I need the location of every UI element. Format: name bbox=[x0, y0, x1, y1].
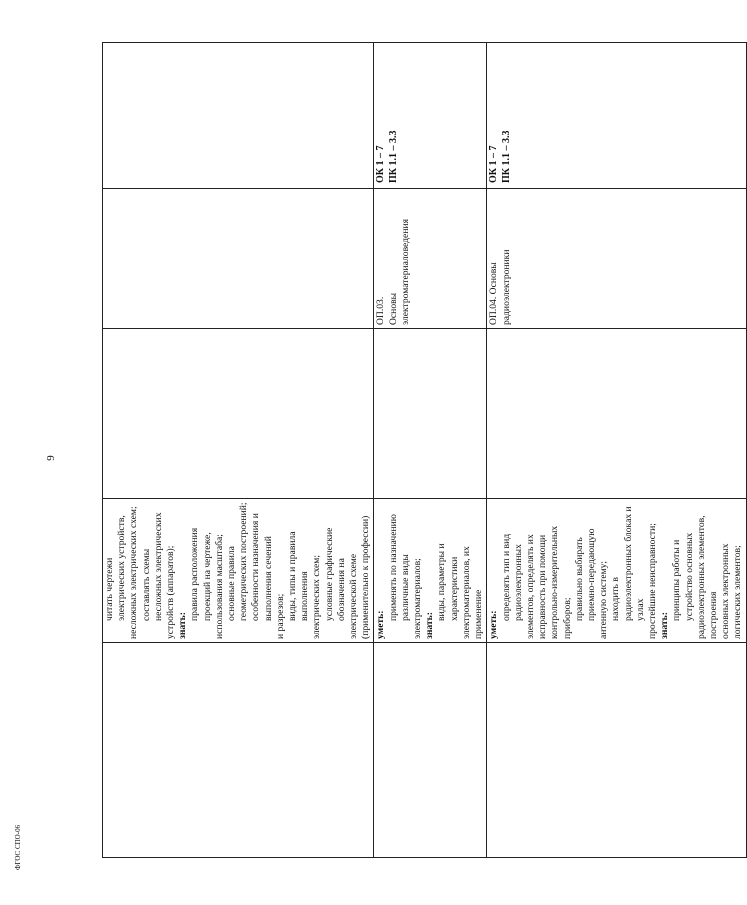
requirement-line: особенности назначения и выполнения сечений bbox=[250, 513, 274, 621]
requirement-line: контрольно-измерительных приборов; bbox=[549, 525, 573, 639]
discipline-name: радиоэлектроники bbox=[500, 249, 512, 325]
competencies-cell bbox=[374, 43, 487, 189]
requirement-line: и разрезов; bbox=[274, 593, 286, 639]
section-heading: знать: bbox=[659, 612, 671, 639]
empty-cell bbox=[374, 643, 487, 858]
footer-label: ФГОС СПО-06 bbox=[14, 824, 22, 870]
section-heading: знать: bbox=[424, 612, 436, 639]
requirement-line: правильно выбирать приемно-передающую bbox=[573, 528, 597, 621]
requirement-line: антенную систему; bbox=[598, 561, 610, 639]
empty-cell bbox=[103, 329, 374, 499]
competencies-cell bbox=[103, 43, 374, 189]
section-heading: уметь: bbox=[488, 610, 500, 639]
requirement-line: использования масштаба; bbox=[213, 534, 225, 639]
discipline-name: электроматериаловедения bbox=[399, 219, 411, 325]
requirement-line: виды, параметры и характеристики bbox=[436, 543, 460, 621]
requirement-line: несложных электрических схем; bbox=[128, 506, 140, 639]
section-heading: знать: bbox=[177, 612, 189, 639]
discipline-cell bbox=[103, 189, 374, 329]
empty-cell bbox=[487, 329, 746, 499]
empty-cell bbox=[103, 643, 374, 858]
empty-cell bbox=[487, 643, 746, 858]
requirement-line: виды, типы и правила выполнения bbox=[287, 531, 311, 621]
requirement-line: элементов, определять их исправность при помощи bbox=[524, 534, 549, 639]
empty-cell bbox=[374, 329, 487, 499]
requirement-line: принципы работы и устройство основных bbox=[671, 532, 695, 621]
table-row bbox=[374, 43, 487, 858]
requirements-cell bbox=[103, 499, 374, 643]
competency-code: ОК 1 – 7 bbox=[488, 145, 500, 183]
requirement-line: простейшие неисправности; bbox=[646, 523, 658, 639]
discipline-name: ОП.03. bbox=[375, 296, 387, 325]
page-number: 9 bbox=[44, 455, 57, 461]
competency-code: ПК 1.1 – 3.3 bbox=[387, 130, 399, 183]
discipline-cell bbox=[487, 189, 746, 329]
requirement-line: электроматериалов; bbox=[412, 558, 424, 639]
section-heading: уметь: bbox=[375, 610, 387, 639]
requirement-line: составлять схемы несложных электрических bbox=[140, 512, 164, 621]
requirement-line: электрической схеме (применительно к профессии) bbox=[348, 515, 372, 639]
table-row bbox=[487, 43, 746, 858]
requirement-line: определять тип и вид радиоэлектронных bbox=[500, 533, 524, 621]
requirement-line: применять по назначению различные виды bbox=[387, 514, 411, 621]
requirement-line: электрических схем; bbox=[311, 554, 323, 639]
requirement-line: находить в радиоэлектронных блоках и узлах bbox=[610, 506, 646, 621]
requirement-line: электроматериалов, их применение bbox=[460, 546, 485, 639]
requirement-line: устройств (аппаратов); bbox=[165, 545, 177, 639]
table-row bbox=[103, 43, 374, 858]
requirements-cell bbox=[487, 499, 746, 643]
requirement-line: читать чертежи электрических устройств, bbox=[104, 515, 128, 621]
requirement-line: основных электронных логических элементов; bbox=[720, 543, 744, 639]
requirement-line: условные графические обозначения на bbox=[323, 527, 347, 621]
discipline-name: Основы bbox=[387, 292, 399, 325]
curriculum-table bbox=[102, 42, 747, 858]
competency-code: ОК 1 – 7 bbox=[375, 145, 387, 183]
requirement-line: радиоэлектронных элементов, построения bbox=[695, 515, 719, 639]
requirement-line: правила расположения проекций на чертеже, bbox=[189, 527, 213, 621]
competencies-cell bbox=[487, 43, 746, 189]
discipline-cell bbox=[374, 189, 487, 329]
competency-code: ПК 1.1 – 3.3 bbox=[500, 130, 512, 183]
document-table-rotated bbox=[102, 43, 744, 858]
discipline-name: ОП.04. Основы bbox=[488, 262, 500, 325]
requirements-cell bbox=[374, 499, 487, 643]
requirement-line: основные правила геометрических построений; bbox=[226, 502, 250, 621]
